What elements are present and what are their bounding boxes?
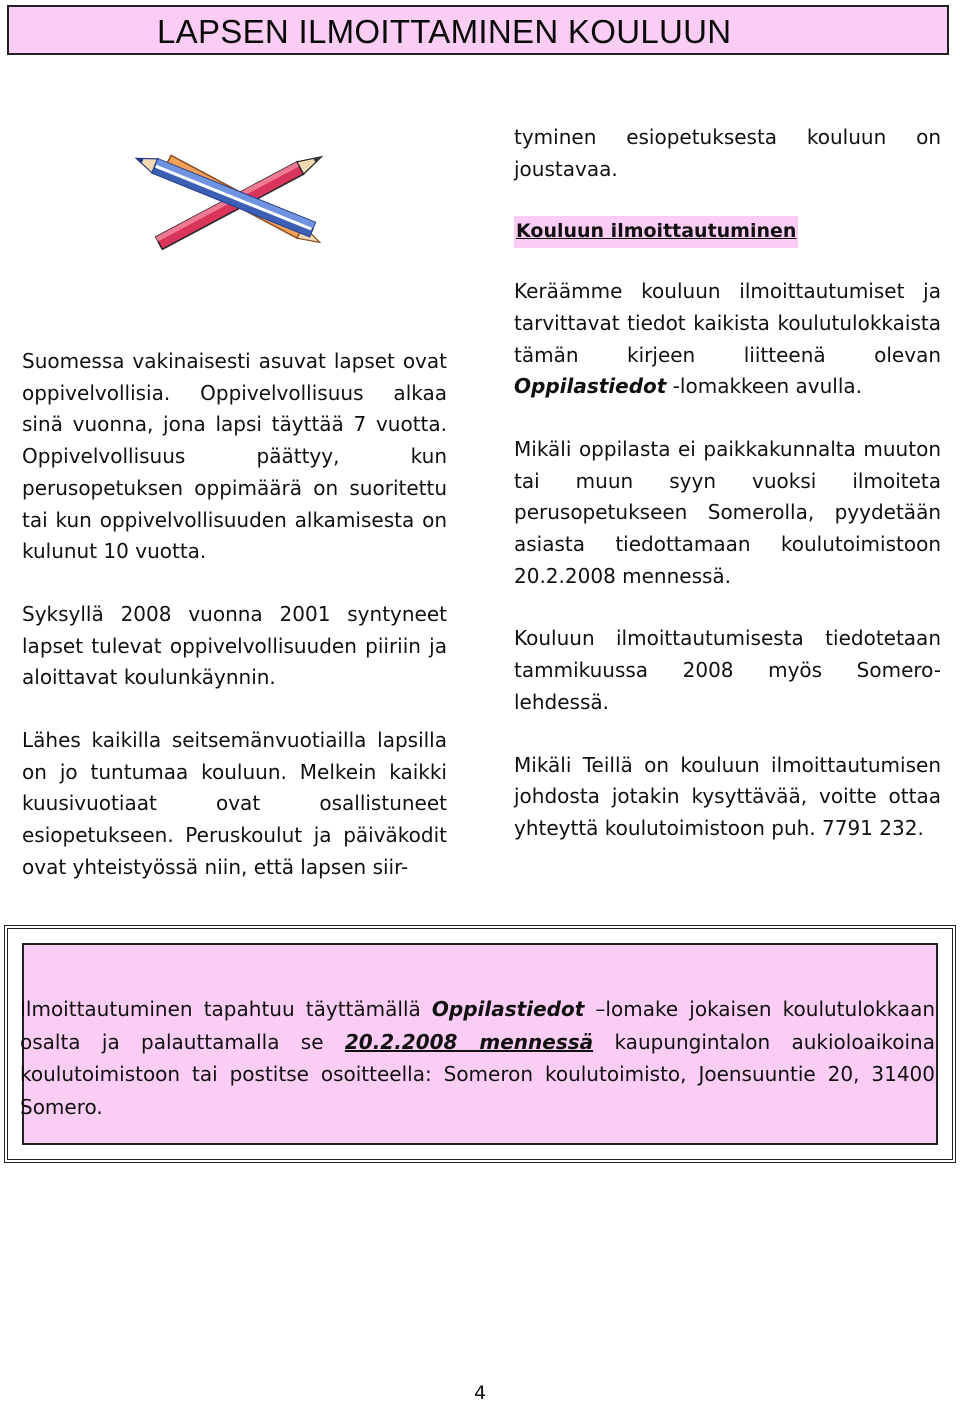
paragraph-contact: Mikäli Teillä on kouluun ilmoittautumisen johdosta jotakin kysyttävää, voitte ottaa yhteyttä koulutoimistoon puh. 7791 232.	[514, 752, 941, 840]
pencils-icon	[118, 150, 358, 250]
paragraph-newspaper: Kouluun ilmoittautumisesta tiedotetaan tammikuussa 2008 myös Somero-lehdessä.	[514, 626, 941, 714]
notice-text: Ilmoittautuminen tapahtuu täyttämällä Oppilastiedot –lomake jokaisen koulutulokkaan osalta ja palauttamalla se 20.2.2008 mennessä kaupungintalon aukioloaikoina koulutoimistoon tai postitse osoitteella: Someron koulutoimisto, Joensuuntie 20, 31400 Somero.	[20, 997, 935, 1119]
paragraph-continuation: tyminen esiopetuksesta kouluun on joustavaa.	[514, 125, 941, 181]
title-banner	[7, 5, 949, 55]
page-number: 4	[473, 1382, 487, 1404]
left-column	[22, 346, 447, 884]
page-title: LAPSEN ILMOITTAMINEN KOULUUN	[157, 13, 732, 50]
right-column	[514, 122, 941, 845]
section-title: Kouluun ilmoittautuminen	[514, 216, 798, 248]
paragraph-relocation: Mikäli oppilasta ei paikkakunnalta muuton tai muun syyn vuoksi ilmoiteta perusopetukseen Somerolla, pyydetään asiasta tiedottamaan koulutoimistoon 20.2.2008 mennessä.	[514, 436, 941, 588]
paragraph-registration: Keräämme kouluun ilmoittautumiset ja tarvittavat tiedot kaikista koulutulokkaista tämän kirjeen liitteenä olevan Oppilastiedot -lomakkeen avulla.	[514, 279, 941, 399]
paragraph-preschool: Lähes kaikilla seitsemänvuotiailla lapsilla on jo tuntumaa kouluun. Melkein kaikki kuusivuotiaat ovat osallistuneet esiopetukseen. Peruskoulut ja päiväkodit ovat yhteistyössä niin, että lapsen siir-	[22, 728, 447, 879]
paragraph-compulsory-education: Suomessa vakinaisesti asuvat lapset ovat oppivelvollisia. Oppivelvollisuus alkaa sinä vuonna, jona lapsi täyttää 7 vuotta. Oppivelvollisuus päättyy, kun perusopetuksen oppimäärä on suoritettu tai kun oppivelvollisuuden alkamisesta on kulunut 10 vuotta.	[22, 349, 447, 564]
notice-form-name: Oppilastiedot	[431, 997, 585, 1021]
paragraph-autumn-2008: Syksyllä 2008 vuonna 2001 syntyneet lapset tulevat oppivelvollisuuden piiriin ja aloittavat koulunkäynnin.	[22, 601, 447, 690]
notice-deadline: 20.2.2008 mennessä	[344, 1029, 594, 1054]
form-name: Oppilastiedot	[514, 374, 667, 399]
